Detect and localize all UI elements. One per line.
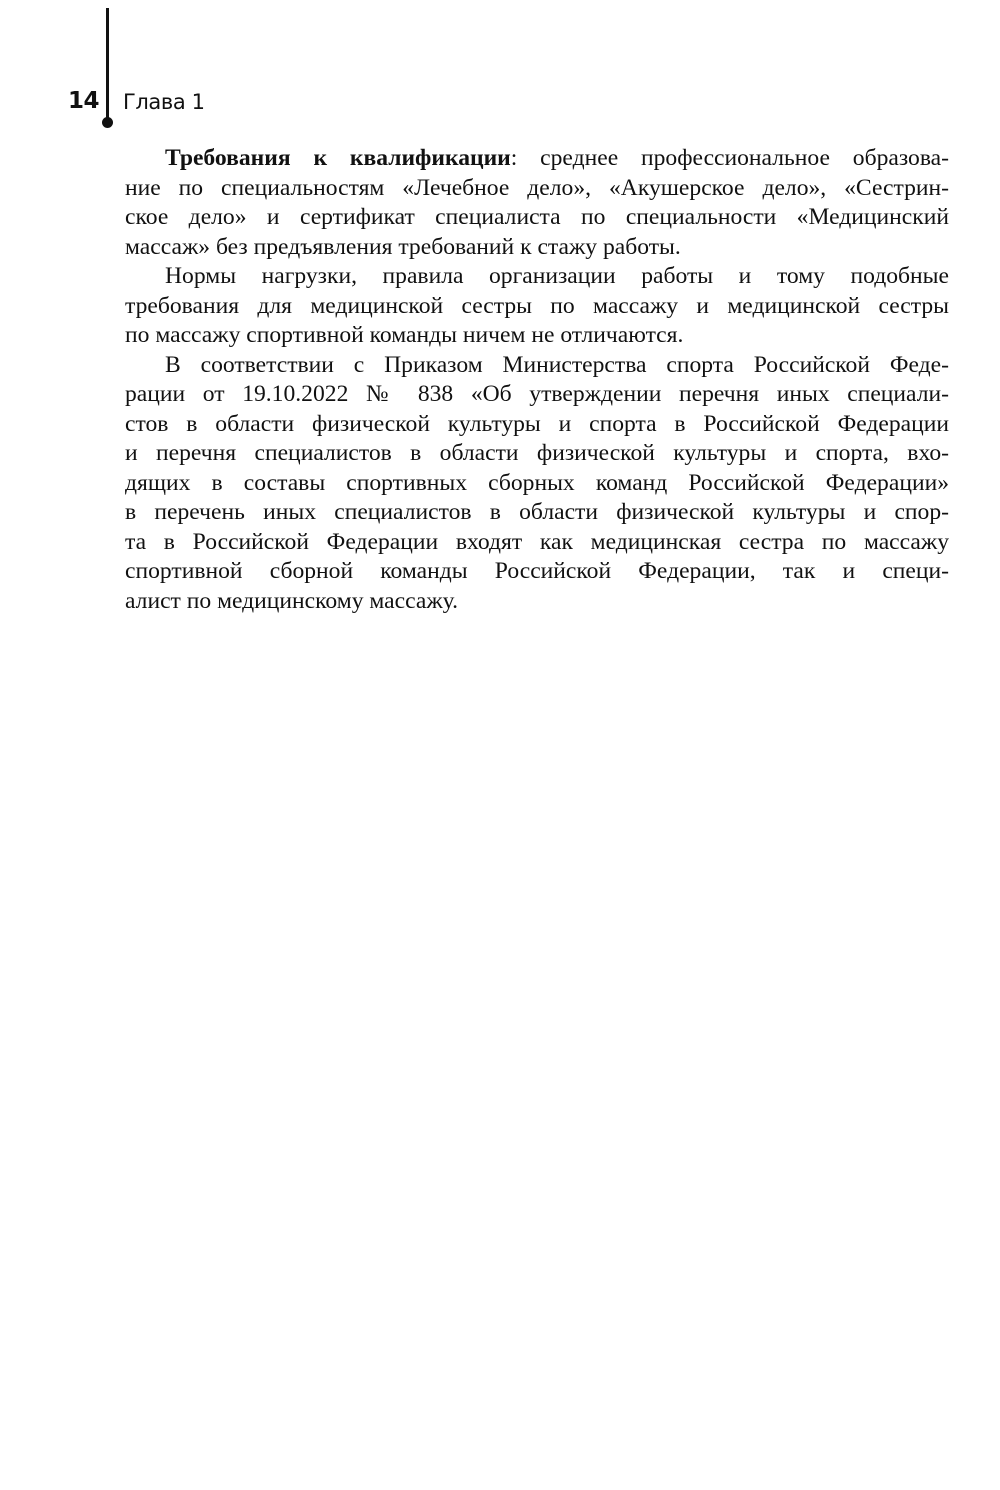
- text-line: алист по медицинскому массажу.: [125, 587, 458, 614]
- body-text: [85, 144, 949, 616]
- text-line: ние по специальностям «Лечебное дело», «Акушерское дело», «Сестрин-: [125, 174, 949, 201]
- text-line: В соответствии с Приказом Министерства спорта Российской Феде-: [165, 351, 949, 378]
- paragraph-order: [85, 351, 949, 617]
- text-line: дящих в составы спортивных сборных команд Российской Федерации»: [125, 469, 949, 496]
- paragraph-qualification: [85, 144, 949, 262]
- text-line: требования для медицинской сестры по массажу и медицинской сестры: [125, 292, 949, 319]
- chapter-label: Глава 1: [123, 90, 205, 114]
- text-line: стов в области физической культуры и спорта в Российской Федерации: [125, 410, 949, 437]
- text-line: ское дело» и сертификат специалиста по специальности «Медицинский: [125, 204, 949, 230]
- text-line: спортивной сборной команды Российской Федерации, так и специ-: [125, 558, 949, 584]
- paragraph-workload: [85, 262, 949, 351]
- text-line: в перечень иных специалистов в области физической культуры и спор-: [125, 499, 949, 525]
- page-number: 14: [68, 88, 100, 114]
- bold-term: Требования к квалификации: [165, 145, 511, 171]
- text-line: Нормы нагрузки, правила организации работы и тому подобные: [165, 263, 949, 289]
- page-header: [0, 0, 1000, 140]
- text-line: и перечня специалистов в области физической культуры и спорта, вхо-: [125, 440, 949, 466]
- text-line: массаж» без предъявления требований к стажу работы.: [125, 233, 681, 260]
- header-rule: [106, 8, 109, 122]
- text-line: та в Российской Федерации входят как медицинская сестра по массажу: [125, 528, 949, 555]
- text-line: рации от 19.10.2022 № 838 «Об утверждении перечня иных специали-: [125, 381, 949, 407]
- text-line: по массажу спортивной команды ничем не отличаются.: [125, 322, 684, 348]
- text-line: Требования к квалификации: среднее профессиональное образова-: [165, 145, 949, 171]
- header-rule-dot: [102, 117, 113, 128]
